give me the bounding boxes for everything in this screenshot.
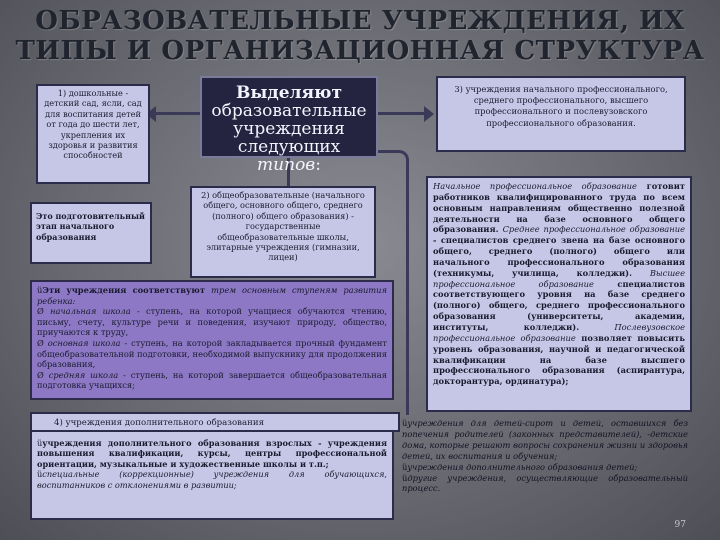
slide-title: [0, 6, 720, 66]
initial-prof-term: Начальное профессиональное образование: [433, 181, 637, 191]
box-additional-education-text: 4) учреждения дополнительного образования: [54, 418, 265, 428]
secondary-prof-desc: - специалистов среднего звена на базе основного общего, среднего (полного) общего или начального профессионального образования (техникумы, училища, колледжи).: [433, 235, 685, 278]
connector-center-right: [378, 112, 428, 115]
box-preschool-text: 1) дошкольные - детский сад, ясли, сад для воспитания детей от года до шести лет, укрепления их здоровья и развития способностей: [44, 88, 142, 161]
postgraduate-term: Послевузовское профессиональное образование: [433, 321, 685, 343]
box-professional-details: [426, 176, 692, 412]
box-types-header: [200, 76, 378, 175]
initial-prof-desc: готовит работников квалифицированного труда по всем основным направлениям общественно полезной деятельности на базе основного общего образования.: [433, 181, 685, 235]
box-general-education: [190, 186, 376, 278]
additional-adults: [37, 438, 387, 469]
box-school-stages: [30, 280, 394, 400]
special-correctional-text: специальные (коррекционные) учреждения для обучающихся, воспитанников с отклонениями в развитии;: [37, 469, 387, 490]
stage-basic-desc: - ступень, на которой закладывается прочный фундамент общеобразовательной подготовки, необходимой выпускнику для продолжения образования,: [37, 337, 387, 370]
page-number: 97: [674, 520, 686, 530]
stage-secondary-desc: - ступень, на которой завершается общеобразовательная подготовка учащихся;: [37, 369, 387, 391]
center-line-4: [206, 138, 372, 174]
box-additional-details: [30, 432, 394, 520]
connector-center-left: [152, 112, 200, 115]
box-preschool-note: [30, 202, 152, 264]
special-correctional: [37, 469, 387, 490]
orphan-institutions: [402, 418, 688, 462]
stage-secondary-name: средняя школа: [48, 369, 119, 380]
title-line-2: ТИПЫ И ОРГАНИЗАЦИОННАЯ СТРУКТУРА: [15, 36, 705, 66]
center-line-4-emph: типов: [257, 155, 316, 175]
stage-primary-desc: - ступень, на которой учащиеся обучаются чтению, письму, счету, культуре речи и поведения, изучают природу, общество, приучаются к труду,: [37, 306, 387, 338]
check-icon: ü: [402, 461, 408, 472]
box-other-institutions: [398, 416, 692, 520]
higher-prof-term: Высшее профессиональное образование: [433, 267, 685, 289]
check-icon: ü: [37, 285, 43, 295]
additional-children-text: учреждения дополнительного образования детей;: [407, 461, 638, 472]
stages-intro-main: Эти учреждения соответствуют: [42, 285, 212, 295]
box-professional: [436, 76, 686, 152]
stage-basic-name: основная школа: [47, 337, 121, 348]
orphan-institutions-text: учреждения для детей-сирот и детей, оставшихся без попечения родителей (законных представителей), -детские дома, которые решают вопросы сохранения жизни и здоровья детей, их воспитания и обучения;: [402, 418, 688, 461]
additional-adults-text: учреждения дополнительного образования взрослых - учреждения повышения квалификации, курсы, центры профессиональной ориентации, музыкальные и художественные школы и т.п.;: [37, 438, 387, 469]
check-icon: ü: [402, 418, 408, 428]
center-line-4-suffix: :: [315, 155, 321, 175]
box-preschool: [36, 84, 150, 184]
stage-primary: [37, 306, 387, 338]
check-icon: ü: [402, 472, 408, 483]
other-institutions-text: другие учреждения, осуществляющие образовательный процесс.: [402, 472, 688, 494]
check-icon: ü: [37, 438, 43, 448]
center-line-3: учреждения: [233, 119, 345, 139]
stage-primary-name: начальная школа: [50, 306, 131, 317]
postgraduate-desc: позволяет повысить уровень образования, научной и педагогической квалификации на базе высшего профессионального образования (аспирантура, докторантура, ординатура);: [433, 332, 685, 387]
additional-children: [402, 462, 688, 473]
box-professional-text: 3) учреждения начального профессионального, среднего профессионального, высшего профессионального и послевузовского профессионального образования.: [454, 84, 668, 128]
stage-secondary: [37, 370, 387, 391]
center-line-1: Выделяют: [235, 83, 343, 103]
box-general-education-text: 2) общеобразовательные (начального общего, основного общего, среднего (полного) общего образования) - государственные общеобразовательные школы, элитарные учреждения (гимназии, лицеи): [201, 190, 365, 263]
stages-intro-italic: трем основным ступеням развития ребенка:: [37, 285, 387, 306]
arrow-right-head: [424, 106, 434, 122]
title-line-1: ОБРАЗОВАТЕЛЬНЫЕ УЧРЕЖДЕНИЯ, ИХ: [35, 6, 685, 36]
arrow-bullet-icon: Ø: [37, 306, 51, 317]
box-additional-education: [30, 412, 400, 432]
check-icon: ü: [37, 469, 43, 480]
higher-prof-desc: специалистов соответствующего уровня на базе среднего (полного) общего, среднего профессионального образования (университеты, академии, институты, колледжи).: [433, 278, 685, 332]
other-institutions: [402, 473, 688, 495]
stages-intro: [37, 285, 387, 306]
arrow-bullet-icon: Ø: [37, 337, 48, 348]
arrow-bullet-icon: Ø: [37, 369, 49, 380]
secondary-prof-term: Среднее профессиональное образование: [502, 224, 685, 235]
stage-basic: [37, 338, 387, 370]
box-preschool-note-text: Это подготовительный этап начального образования: [36, 211, 145, 242]
center-line-2: образовательные: [211, 101, 367, 121]
center-line-4-prefix: следующих: [237, 137, 341, 157]
